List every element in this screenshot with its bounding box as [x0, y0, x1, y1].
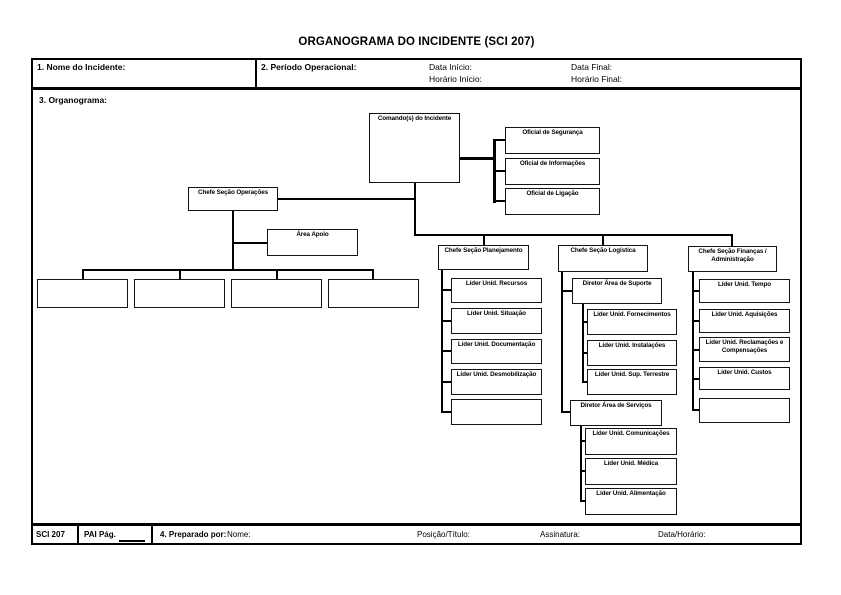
org-box-oficial-ligacao: Oficial de Ligação: [505, 188, 600, 215]
org-box-unid-fornecimentos: Líder Unid. Fornecimentos: [587, 309, 677, 335]
org-box-comando: Comando(s) do Incidente: [369, 113, 460, 183]
org-box-diretor-suporte: Diretor Área de Suporte: [572, 278, 662, 304]
org-box-unid-instalacoes: Líder Unid. Instalações: [587, 340, 677, 366]
date-start-label: Data Início:: [429, 62, 472, 72]
org-box-financas-blank: [699, 398, 790, 423]
footer-datetime-label: Data/Horário:: [658, 530, 706, 539]
connector-drop-div1: [82, 269, 84, 279]
org-box-unid-documentacao: Líder Unid. Documentação: [451, 339, 542, 364]
footer-page-label: PAI Pág.: [84, 530, 116, 539]
connector-suporte-spine: [582, 303, 584, 383]
connector-operacoes-drop: [232, 211, 234, 271]
header-divider: [255, 58, 257, 88]
incident-name-label: 1. Nome do Incidente:: [37, 62, 126, 72]
header-bottom-rule: [31, 87, 802, 90]
org-box-operacoes-blank-1: [37, 279, 128, 308]
org-box-unid-reclamacoes: Líder Unid. Reclamações e Compensações: [699, 337, 790, 362]
footer-page-blank-line: [119, 540, 145, 542]
org-box-planejamento-blank: [451, 399, 542, 425]
date-end-label: Data Final:: [571, 62, 613, 72]
footer-prepared-by-label: 4. Preparado por:: [160, 530, 227, 539]
org-box-unid-recursos: Líder Unid. Recursos: [451, 278, 542, 303]
connector-servicos-spine: [580, 425, 582, 502]
connector-stub-ligacao: [495, 200, 505, 202]
org-box-oficial-informacoes: Oficial de Informações: [505, 158, 600, 185]
time-end-label: Horário Final:: [571, 74, 623, 84]
footer-top-rule: [31, 523, 802, 526]
connector-operacoes-rail: [82, 269, 374, 271]
connector-operacoes: [278, 198, 416, 200]
org-box-unid-desmobilizacao: Líder Unid. Desmobilização: [451, 369, 542, 395]
organogram-section-label: 3. Organograma:: [39, 95, 108, 105]
connector-drop-div4: [372, 269, 374, 279]
footer-signature-label: Assinatura:: [540, 530, 581, 539]
org-box-chefe-financas: Chefe Seção Finanças / Administração: [688, 246, 777, 272]
connector-logistica-spine: [561, 271, 563, 413]
org-box-operacoes-blank-2: [134, 279, 225, 308]
operational-period-label: 2. Período Operacional:: [261, 62, 357, 72]
org-box-area-apoio: Área Apoio: [267, 229, 358, 256]
footer-form-code: SCI 207: [36, 530, 65, 539]
connector-trunk: [414, 234, 733, 236]
footer-divider-2: [151, 523, 153, 545]
connector-area-apoio: [233, 242, 267, 244]
footer-divider-1: [77, 523, 79, 545]
org-box-oficial-seguranca: Oficial de Segurança: [505, 127, 600, 154]
org-box-unid-custos: Líder Unid. Custos: [699, 367, 790, 390]
connector-drop-div2: [179, 269, 181, 279]
connector-stub-seguranca: [495, 139, 505, 141]
org-box-operacoes-blank-4: [328, 279, 419, 308]
org-box-operacoes-blank-3: [231, 279, 322, 308]
org-box-unid-medica: Líder Unid. Médica: [585, 458, 677, 485]
org-box-unid-comunicacoes: Líder Unid. Comunicações: [585, 428, 677, 455]
org-box-diretor-servicos: Diretor Área de Serviços: [570, 400, 662, 426]
connector-financas-spine: [692, 271, 694, 411]
org-box-chefe-logistica: Chefe Seção Logística: [558, 245, 648, 272]
org-box-chefe-planejamento: Chefe Seção Planejamento: [438, 245, 529, 270]
form-title: ORGANOGRAMA DO INCIDENTE (SCI 207): [298, 36, 535, 48]
org-box-unid-tempo: Líder Unid. Tempo: [699, 279, 790, 303]
connector-comando-drop: [414, 183, 416, 236]
connector-comando-officers: [460, 157, 496, 160]
footer-name-label: Nome:: [227, 530, 251, 539]
connector-drop-div3: [276, 269, 278, 279]
connector-stub-informacoes: [495, 170, 505, 172]
org-box-unid-sup-terrestre: Líder Unid. Sup. Terrestre: [587, 369, 677, 395]
org-box-unid-alimentacao: Líder Unid. Alimentação: [585, 488, 677, 515]
org-box-unid-situacao: Líder Unid. Situação: [451, 308, 542, 334]
org-box-unid-aquisicoes: Líder Unid. Aquisições: [699, 309, 790, 333]
org-box-chefe-operacoes: Chefe Seção Operações: [188, 187, 278, 211]
footer-position-label: Posição/Título:: [417, 530, 470, 539]
time-start-label: Horário Início:: [429, 74, 482, 84]
